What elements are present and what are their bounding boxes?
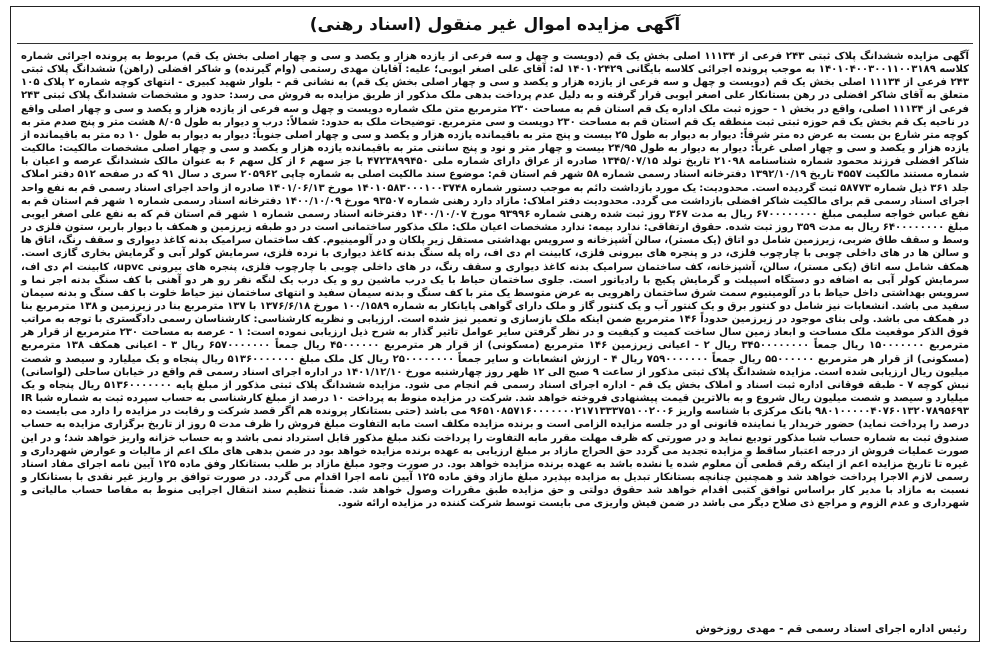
notice-signature: رئیس اداره اجرای اسناد رسمی قم - مهدی روزخوش	[695, 623, 967, 635]
notice-frame	[10, 6, 980, 642]
notice-paragraph: آگهی مزایده ششدانگ پلاک ثبتی ۲۴۳ فرعی از ۱۱۱۳۴ اصلی بخش یک قم (دویست و چهل و سه فرعی از یازده هزار و یکصد و سی و چهار اصلی بخش یک قم) مربوط به پرونده اجرائی شماره کلاسه ۱۴۰۱۰۴۰۰۳۰۰۱۱۰۰۳۱۸۹ به موجب پرونده اجرائی کلاسه بایگانی ۱۴۰۱۰۲۴۲۹ له: آقای علی اصغر ایوبی؛ علیه: آقایان مهدی رستمی (وام گیرنده) و شاکر افضلی (راهن) ششدانگ پلاک ثبتی ۲۴۳ فرعی از ۱۱۱۳۴ اصلی بخش یک قم (دویست و چهل و سه فرعی از یازده هزار و یکصد و سی و چهار اصلی بخش یک قم) به نشانی قم - بلوار شهید کبیری - انتهای کوچه شماره ۲ پلاک ۱۰۵ متعلق به آقای شاکر افضلی در رهن بستانکار علی اصغر ایوبی قرار گرفته و به دلیل عدم پرداخت بدهی ملک مذکور از طریق مزایده به فروش می رسد: حدود و مشخصات ششدانگ پلاک ثبتی ۲۴۳ فرعی از ۱۱۱۳۴ اصلی، واقع در بخش ۱ - حوزه ثبت ملک اداره یک قم استان قم به مساحت ۲۳۰ مترمربع متن ملک شماره دویست و چهل و سه فرعی از یازده هزار و یکصد و سی و چهار اصلی واقع در ناحیه یک قم بخش یک قم حوزه ثبتی ثبت منطقه یک قم استان قم به مساحت ۲۳۰ دویست و سی مترمربع. توضیحات ملک به حدود: شمالاً: درب و دیوار به طول ۸/۰۵ هشت متر و پنج صدم متر به کوچه متر شارع بن بست به عرض ده متر شرقاً: دیوار به دیوار به طول ۲۵ بیست و پنج متر به باقیمانده یازده هزار و یکصد و سی و چهار اصلی جنوباً: دیوار به دیوار به طول ۱۰ ده متر به باقیمانده از یازده هزار و یکصد و سی و چهار اصلی غرباً: دیوار به دیوار به طول ۲۴/۹۵ بیست و چهار متر و نود و پنج سانتی متر به باقیمانده یازده هزار و یکصد و سی و چهار اصلی مشخصات مالکیت: مالکیت شاکر افضلی فرزند محمود شماره شناسنامه ۲۱۰۹۸ تاریخ تولد ۱۳۴۵/۰۷/۱۵ صادره از عراق دارای شماره ملی ۴۷۲۳۸۹۹۴۵۰ با جز سهم ۶ از کل سهم ۶ به عنوان مالک ششدانگ عرصه و اعیان با شماره مستند مالکیت ۴۵۵۷ تاریخ ۱۳۹۲/۱۰/۱۹ دفترخانه اسناد رسمی شماره ۵۸ شهر قم استان قم: موضوع سند مالکیت اصلی به شماره چاپی ۲۰۵۹۶۲ سری د سال ۹۱ که در صفحه ۵۱۲ دفتر املاک جلد ۳۶۱ ذیل شماره ۵۸۷۷۳ ثبت گردیده است. محدودیت: یک مورد بازداشت دائم به موجب دستور شماره ۱۴۰۱۰۵۸۳۰۰۰۱۰۰۳۷۴۸ مورخ ۱۴۰۱/۰۶/۱۳ صادره از واحد اجرای اسناد رسمی قم به نفع واحد اجرای اسناد رسمی قم برای مالکیت شاکر افضلی بازداشت می گردد. محدودیت دفتر املاک: مازاد دارد رهنی شماره ۹۳۵۰۷ مورخ ۱۴۰۰/۱۰/۰۹ دفترخانه اسناد رسمی شماره ۱ شهر قم استان قم به نفع عباس خواجه سلیمی مبلغ ۶۷۰۰۰۰۰۰۰۰ ریال به مدت ۳۶۷ روز ثبت شده رهنی شماره ۹۳۹۹۶ مورخ ۱۴۰۰/۱۰/۰۷ دفترخانه اسناد رسمی شماره ۱ شهر قم استان قم که به نفع علی اصغر ایوبی مبلغ ۶۴۰۰۰۰۰۰۰۰ ریال به مدت ۳۵۹ روز ثبت شده. حقوق ارتفاقی: ندارد بیمه: ندارد مشخصات اعیان ملک: ملک مذکور ساختمانی است در دو طبقه زیرزمین و همکف با دیوار باربر، ستون فلزی در وسط و سقف طاق ضربی، زیرزمین شامل دو اتاق (یک مستر)، سالن آشپزخانه و سرویس بهداشتی مستقل زیر پلکان و در آلومینیوم. کف ساختمان سرامیک بدنه کاغذ دیواری و سقف رنگ، اتاق ها و سالن ها در های داخلی چوبی با چارچوب فلزی، در و پنجره های بیرونی فلزی، کابینت ام دی اف، راه پله سنگ بدنه کاغذ دیواری با نرده فلزی، سرمایش کولر آبی و گرمایش بخاری گازی است. همکف شامل سه اتاق (یکی مستر)، سالن، آشپزخانه، کف ساختمان سرامیک بدنه کاغذ دیواری و سقف رنگ، در های داخلی چوبی با چارچوب فلزی، پنجره های بیرونی upvc، کابینت ام دی اف، سرمایش کولر آبی به اضافه دو دستگاه اسپیلت و گرمایش پکیج با رادیاتور است. جلوی ساختمان حیاط با یک درب ماشین رو و یک درب یک لنگه نفر رو هر دو آهنی با کف سنگ بدنه اجر نما و سرویس بهداشتی داخل حیاط با در آلومینیوم سمت شرق ساختمان راهرویی به عرض متوسط یک متر با کف سنگ و بدنه سیمان سفید و انتهای ساختمان نیز حیاط خلوت با کف سنگ و بدنه سیمان سفید می باشد. انشعابات نیز شامل دو کنتور برق و یک کنتور آب و یک کنتور گاز و ملک دارای گواهی پایانکار به شماره ۱۰۰/۱۵۸۹ مورخ ۱۳۷۶/۶/۱۸ با ۱۳۷ مترمربع بنا در زیرزمین و ۱۳۸ مترمربع بنا در همکف می باشد. ولی بنای موجود در زیرزمین حدوداً ۱۴۶ مترمربع ضمن اینکه ملک بازسازی و تعمیر نیز شده است. ارزیابی و نظریه کارشناسی: کارشناسان رسمی دادگستری با توجه به مراتب فوق الذکر موقعیت ملک مساحت و ابعاد زمین سال ساخت کمیت و کیفیت و در نظر گرفتن سایر عوامل تاثیر گذار به شرح ذیل ارزیابی نموده است: ۱ - عرصه به مساحت ۲۳۰ مترمربع از قرار هر مترمربع ۱۵۰۰۰۰۰۰۰ ریال جمعاً ۳۴۵۰۰۰۰۰۰۰۰ ریال ۲ - اعیانی زیرزمین ۱۴۶ مترمربع (مسکونی) از قرار هر مترمربع ۴۵۰۰۰۰۰۰ ریال جمعاً ۶۵۷۰۰۰۰۰۰۰ ریال ۳ - اعیانی همکف ۱۳۸ مترمربع (مسکونی) از قرار هر مترمربع ۵۵۰۰۰۰۰۰ ریال جمعاً ۷۵۹۰۰۰۰۰۰۰ ریال ۴ - ارزش انشعابات و سایر جمعاً ۲۵۰۰۰۰۰۰۰۰ ریال کل ملک مبلغ ۵۱۳۶۰۰۰۰۰۰۰ ریال پنجاه و یک میلیارد و سیصد و شصت میلیون ریال ارزیابی شده است. مزایده ششدانگ پلاک ثبتی مذکور از ساعت ۹ صبح الی ۱۲ ظهر روز چهارشنبه مورخ ۱۴۰۱/۱۲/۱۰ در اداره اجرای اسناد رسمی قم واقع در خیابان ساحلی (لواسانی) نبش کوچه ۷ - طبقه فوقانی اداره ثبت اسناد و املاک بخش یک قم - اداره اجرای اسناد رسمی قم انجام می شود. مزایده ششدانگ پلاک ثبتی مذکور از مبلغ پایه ۵۱۳۶۰۰۰۰۰۰۰ ریال پنجاه و یک میلیارد و سیصد و شصت میلیون ریال شروع و به بالاترین قیمت پیشنهادی فروخته خواهد شد. شرکت در مزایده منوط به پرداخت ۱۰ درصد از مبلغ کارشناسی به حساب سپرده ثبت به شماره شبا IR ۹۸۰۱۰۰۰۰۰۴۰۷۶۰۱۳۲۰۷۸۹۵۶۹۳ بانک مرکزی با شناسه واریز ۹۶۵۱۰۸۵۷۱۶۰۰۰۰۰۰۰۲۱۷۱۳۳۳۷۵۱۰۰۲۰۰۶ می باشد (حتی بستانکار پرونده هم اگر قصد شرکت و رقابت در مزایده را دارد می بایست ده درصد را پرداخت نماید) حضور خریدار یا نماینده قانونی او در جلسه مزایده الزامی است و برنده مزایده مکلف است مابه التفاوت مبلغ فروش را ظرف مدت ۵ روز از تاریخ برگزاری مزایده به حساب صندوق ثبت به شماره حساب شبا مذکور تودیع نماید و در صورتی که ظرف مهلت مقرر مابه التفاوت را پرداخت نکند مبلغ مذکور قابل استرداد نمی باشد و به حساب خزانه واریز خواهد شد؛ و در این صورت عملیات فروش از درجه اعتبار ساقط و مزایده تجدید می گردد حق الحراج مازاد بر مبلغ ارزیابی به عهده برنده مزایده خواهد بود در ضمن بدهی های ملک اعم از مالیات و عوارض شهرداری و غیره تا تاریخ مزایده اعم از اینکه رقم قطعی آن معلوم شده یا نشده باشد به عهده برنده مزایده خواهد بود. در صورت وجود مبلغ مازاد بر طلب بستانکار وفق ماده ۱۲۵ آیین نامه اجرای مفاد اسناد رسمی لازم الاجرا پرداخت خواهد شد و همچنین چنانچه بستانکار تبدیل به مزایده بپذیرد مبلغ مازاد وفق ماده ۱۲۵ آیین نامه اجرا اقدام می گردد. در صورت توافق بر واریز غیر نقدی با بستانکار و نسبت به مازاد با مدیر کار براساس توافق کتبی اقدام خواهد شد حقوق دولتی و حق مزایده طبق مقررات وصول خواهد شد. ضمناً تنظیم سند انتقال اجرایی منوط به مفاصا حساب مالیاتی و شهرداری و عدم الزوم و مراجع ذی صلاح دیگر می باشد در ضمن فیش واریزی می بایست توسط شرکت کننده در مزایده ارائه شود.	[21, 51, 970, 510]
notice-body	[21, 50, 969, 510]
notice-header	[17, 7, 973, 44]
notice-title: آگهی مزایده اموال غیر منقول (اسناد رهنی)	[309, 15, 681, 35]
